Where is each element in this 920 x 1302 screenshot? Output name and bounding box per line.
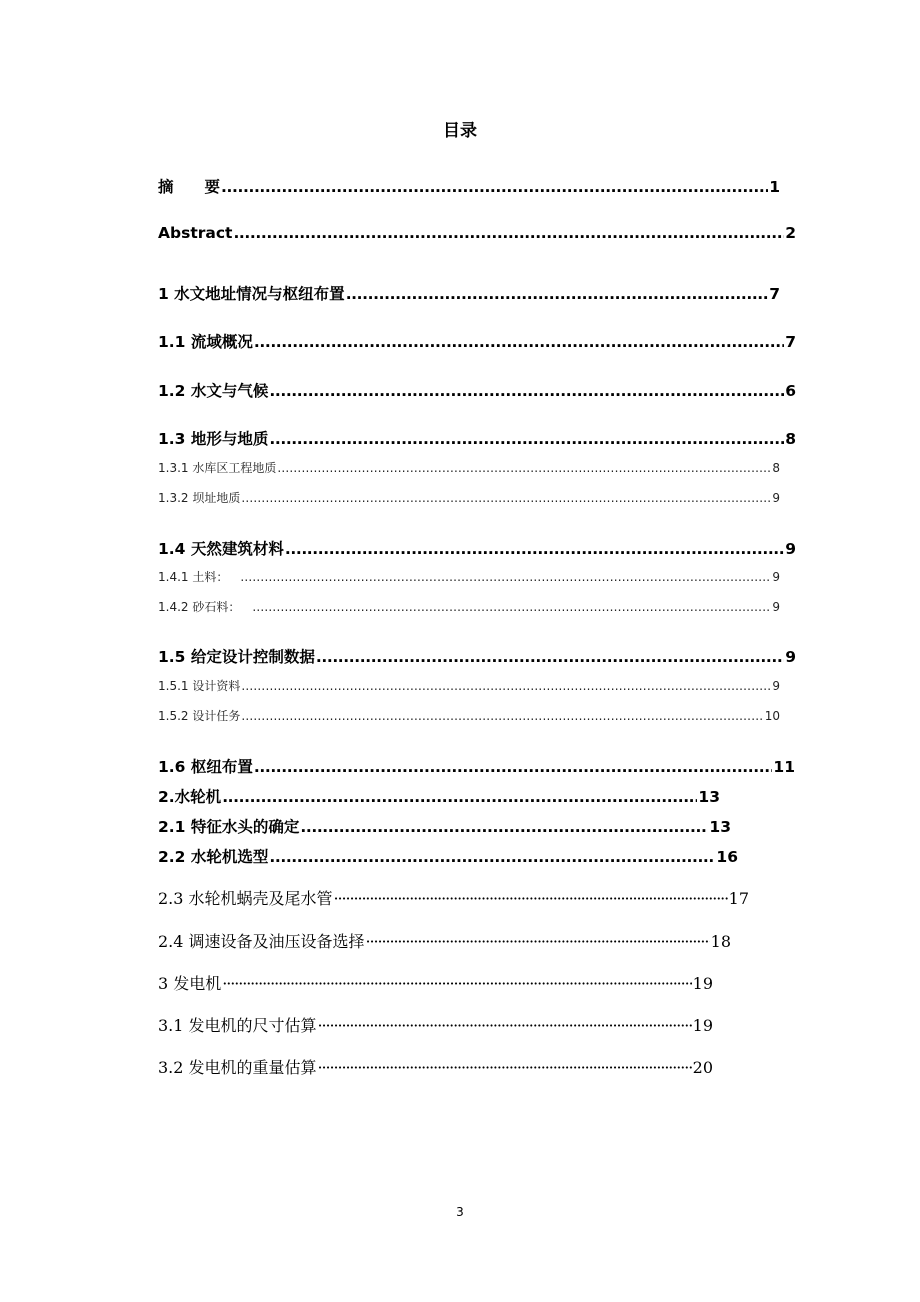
toc-leader <box>277 461 771 475</box>
toc-subentry[interactable] <box>158 598 780 615</box>
toc-leader <box>222 788 697 806</box>
toc-entry[interactable] <box>158 282 780 304</box>
toc-entry-page: 20 <box>692 1058 713 1077</box>
toc-entry-text: 3.2 发电机的重量估算 <box>158 1058 317 1077</box>
toc-entry[interactable] <box>158 785 720 807</box>
toc-entry-page: 9 <box>772 570 780 584</box>
toc-entry-text: 1 水文地址情况与枢纽布置 <box>158 285 345 303</box>
toc-entry-text: 1.5 给定设计控制数据 <box>158 648 315 666</box>
toc-leader <box>346 285 769 303</box>
toc-leader <box>269 430 784 448</box>
toc-entry-text: 1.3.2 坝址地质 <box>158 491 241 505</box>
toc-entry-text: Abstract <box>158 224 233 242</box>
toc-leader <box>252 600 771 614</box>
toc-entry-page: 9 <box>785 648 796 666</box>
toc-entry-page: 18 <box>710 932 731 951</box>
toc-leader <box>269 382 784 400</box>
toc-entry[interactable] <box>158 645 796 667</box>
toc-entry-text: 3.1 发电机的尺寸估算 <box>158 1016 317 1035</box>
toc-entry-page: 11 <box>773 758 795 776</box>
toc-leader <box>318 1058 692 1077</box>
toc-leader <box>285 540 784 558</box>
toc-leader <box>300 818 708 836</box>
toc-entry[interactable] <box>158 886 749 909</box>
toc-leader <box>240 570 771 584</box>
toc-leader <box>269 848 715 866</box>
toc-entry[interactable] <box>158 1013 713 1036</box>
toc-entry[interactable] <box>158 175 780 197</box>
toc-entry[interactable] <box>158 971 713 994</box>
toc-entry[interactable] <box>158 755 795 777</box>
toc-entry-page: 9 <box>785 540 796 558</box>
toc-entry-text: 1.2 水文与气候 <box>158 382 269 400</box>
toc-entry-text: 1.3.1 水库区工程地质 <box>158 461 277 475</box>
toc-entry-page: 9 <box>772 679 780 693</box>
toc-entry[interactable] <box>158 537 796 559</box>
toc-entry[interactable] <box>158 330 796 352</box>
toc-entry-page: 6 <box>785 382 796 400</box>
toc-leader <box>222 974 691 993</box>
toc-entry-page: 1 <box>769 178 780 196</box>
toc-entry-page: 16 <box>716 848 738 866</box>
toc-subentry[interactable] <box>158 489 780 506</box>
toc-leader <box>221 178 768 196</box>
toc-leader <box>254 758 773 776</box>
toc-entry-text: 1.5.1 设计资料 <box>158 679 241 693</box>
toc-entry-page: 17 <box>728 889 749 908</box>
toc-entry-text: 1.4.1 土料： <box>158 570 229 584</box>
toc-subentry[interactable] <box>158 459 780 476</box>
toc-entry-text: 2.水轮机 <box>158 788 222 806</box>
toc-entry-page: 8 <box>772 461 780 475</box>
toc-entry-text: 2.3 水轮机蜗壳及尾水管 <box>158 889 333 908</box>
toc-leader <box>241 709 763 723</box>
toc-entry[interactable] <box>158 845 738 867</box>
toc-entry-text: 1.5.2 设计任务 <box>158 709 241 723</box>
toc-entry-text: 1.1 流域概况 <box>158 333 253 351</box>
toc-entry-text: 1.4 天然建筑材料 <box>158 540 284 558</box>
toc-entry-page: 8 <box>785 430 796 448</box>
toc-entry-page: 19 <box>692 974 713 993</box>
toc-subentry[interactable] <box>158 568 780 585</box>
toc-leader <box>334 889 728 908</box>
toc-entry[interactable] <box>158 1055 713 1078</box>
toc-entry-page: 13 <box>709 818 731 836</box>
toc-entry[interactable] <box>158 929 731 952</box>
toc-entry-page: 7 <box>785 333 796 351</box>
toc-entry-page: 9 <box>772 600 780 614</box>
toc-entry-page: 10 <box>764 709 780 723</box>
toc-leader <box>366 932 710 951</box>
toc-entry-text: 1.3 地形与地质 <box>158 430 269 448</box>
toc-leader <box>318 1016 692 1035</box>
toc-entry-text: 2.4 调速设备及油压设备选择 <box>158 932 365 951</box>
toc-entry[interactable] <box>158 427 796 449</box>
toc-entry-page: 7 <box>769 285 780 303</box>
toc-entry-text: 3 发电机 <box>158 974 222 993</box>
toc-leader <box>233 224 784 242</box>
toc-entry-page: 9 <box>772 491 780 505</box>
toc-entry[interactable] <box>158 224 796 242</box>
toc-entry[interactable] <box>158 815 731 837</box>
toc-leader <box>316 648 784 666</box>
toc-subentry[interactable] <box>158 677 780 694</box>
toc-entry-text: 1.4.2 砂石料： <box>158 600 241 614</box>
toc-entry-text: 1.6 枢纽布置 <box>158 758 253 776</box>
toc-leader <box>241 679 771 693</box>
toc-leader <box>241 491 771 505</box>
toc-entry-text: 2.2 水轮机选型 <box>158 848 269 866</box>
toc-entry[interactable] <box>158 379 796 401</box>
toc-subentry[interactable] <box>158 707 780 724</box>
toc-entry-page: 2 <box>785 224 796 242</box>
toc-entry-page: 19 <box>692 1016 713 1035</box>
toc-entry-page: 13 <box>698 788 720 806</box>
page-number: 3 <box>456 1205 464 1219</box>
toc-entry-text: 2.1 特征水头的确定 <box>158 818 300 836</box>
toc-leader <box>254 333 784 351</box>
toc-entry-text: 摘 要 <box>158 178 221 196</box>
toc-title: 目录 <box>443 121 477 141</box>
